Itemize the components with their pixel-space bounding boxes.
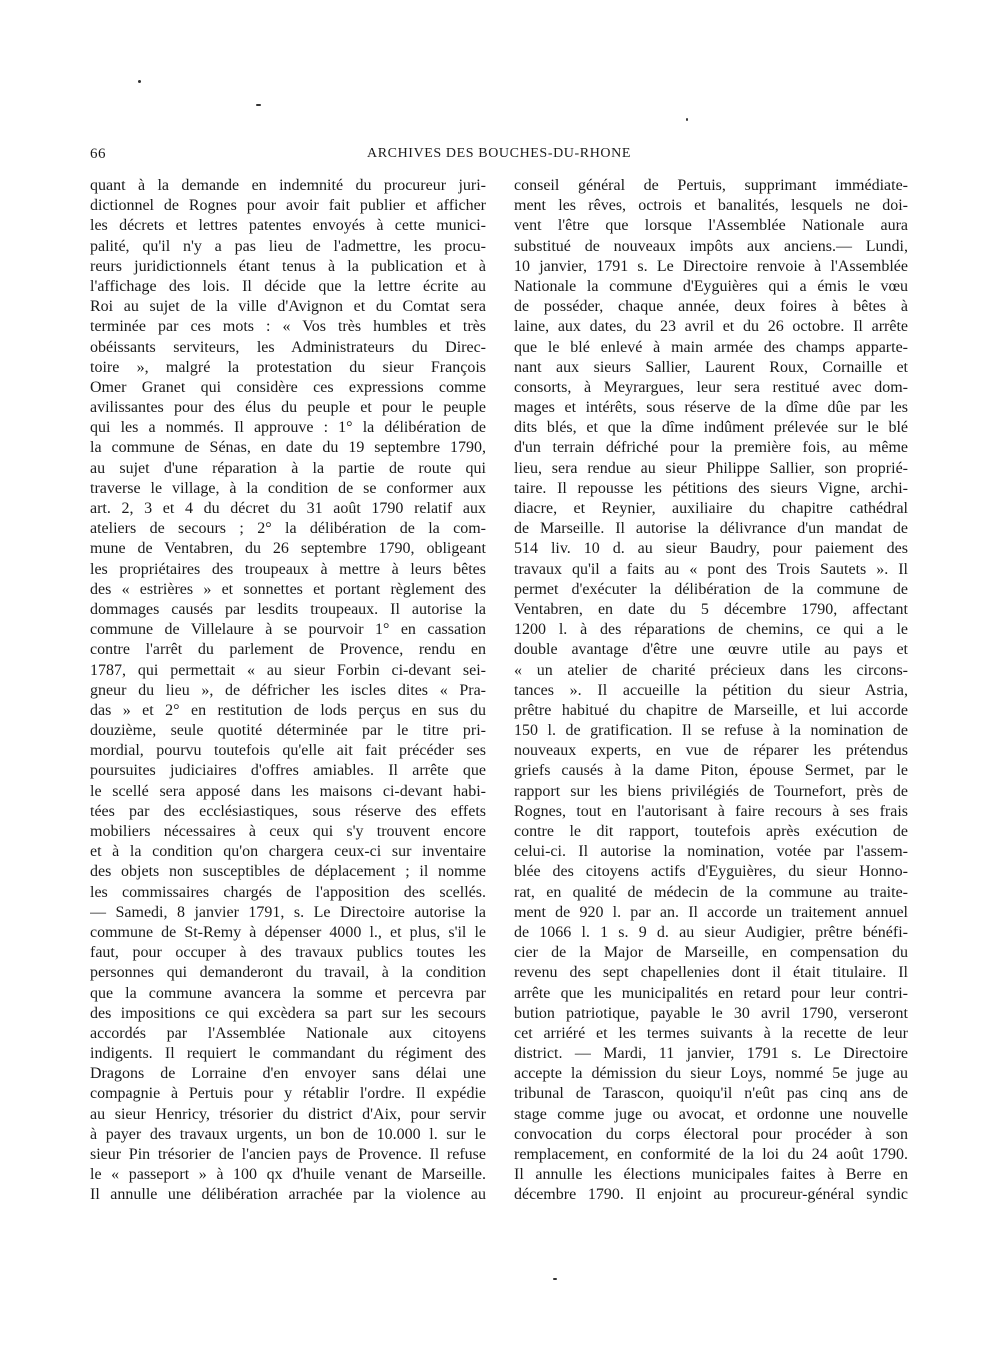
text-column-left	[90, 176, 486, 1212]
text-line: art. 2, 3 et 4 du décret du 31 août 1790 relatif aux	[90, 500, 486, 517]
text-line: blée des citoyens actifs d'Eyguières, du sieur Honno-	[514, 863, 908, 881]
text-line: das » et 2° en restitution de lods perçus en sus du	[90, 701, 486, 719]
text-line: obéissants serviteurs, les Administrateurs du Direc-	[90, 338, 486, 356]
page-header	[90, 146, 908, 170]
text-line: griefs causés à la dame Piton, épouse Sermet, par le	[514, 762, 908, 780]
text-line: des impositions ce qui excèdera sa part sur les secours	[90, 1004, 486, 1022]
text-line: gneur du lieu », de défricher les iscles dites « Pra-	[90, 681, 486, 699]
text-line: double avantage d'être une œuvre utile au pays et	[514, 641, 908, 659]
text-line: permet d'exécuter la délibération de la commune de	[514, 580, 908, 598]
scan-speck	[138, 80, 141, 83]
text-line: de Marseille. Il autorise la délivrance d'un mandat de	[514, 520, 908, 538]
text-line: de 1066 l. 1 s. 9 d. au sieur Audigier, prêtre bénéfi-	[514, 923, 908, 941]
text-line: ateliers de secours ; 2° la délibération de la com-	[90, 520, 486, 538]
text-line: taire. Il repousse les pétitions des sieurs Vigne, archi-	[514, 479, 908, 497]
text-line: revenu des sept chapellenies dont il était titulaire. Il	[514, 964, 908, 982]
scan-speck	[256, 104, 261, 106]
text-line: mobiliers nécessaires à ceux qui s'y trouvent encore	[90, 823, 486, 840]
text-line: reurs juridictionnels étant tenus à la publication et à	[90, 257, 486, 275]
text-line: Nationale la commune d'Eyguières qui a émis le vœu	[514, 277, 908, 295]
text-line: les commissaires chargés de l'apposition des scellés.	[90, 883, 486, 901]
text-line: indigents. Il requiert le commandant du régiment des	[90, 1045, 486, 1063]
text-column-right	[514, 176, 908, 1212]
text-line: 150 l. de gratification. Il se refuse à la nomination de	[514, 722, 908, 740]
text-line: décembre 1790. Il enjoint au procureur-général syndic	[514, 1186, 908, 1204]
text-line: Il annulle les élections municipales faites à Berre en	[514, 1166, 908, 1184]
text-line: douzième, seule quotité déterminée par le titre pri-	[90, 722, 486, 740]
text-line: des « estrières » et sonnettes et portant règlement des	[90, 580, 486, 598]
text-line: avilissantes pour des élus du peuple et pour le peuple	[90, 399, 486, 417]
text-line: des objets non susceptibles de déplacement ; il nomme	[90, 863, 486, 881]
text-line: contre le dit rapport, toutefois après exécution de	[514, 823, 908, 840]
text-line: tances ». Il accueille la pétition du sieur Astria,	[514, 681, 908, 699]
text-line: vent l'être que lorsque l'Assemblée Nationale aura	[514, 217, 908, 235]
text-line: personnes qui demanderont du travail, à la condition	[90, 964, 486, 982]
text-line: les propriétaires des troupeaux à mettre à leurs bêtes	[90, 560, 486, 578]
text-line: lieu, sera rendue au sieur Philippe Sallier, son proprié-	[514, 459, 908, 477]
text-line: remplacement, en conformité de la loi du 24 août 1790.	[514, 1146, 908, 1163]
text-line: accepte la démission du sieur Loys, nommé 5e juge au	[514, 1065, 908, 1083]
text-line: stage comme juge ou avocat, et ordonne une nouvelle	[514, 1105, 908, 1123]
text-line: poursuites judiciaires d'offres amiables. Il arrête que	[90, 762, 486, 780]
text-line: rat, en qualité de médecin de la commune au traite-	[514, 883, 908, 901]
text-line: mune de Ventabren, du 26 septembre 1790, obligeant	[90, 540, 486, 558]
text-line: district. — Mardi, 11 janvier, 1791 s. Le Directoire	[514, 1045, 908, 1063]
text-line: qui les a nommés. Il approuve : 1° la délibération de	[90, 419, 486, 437]
text-line: convocation du corps électoral pour procéder à son	[514, 1125, 908, 1143]
text-line: dommages causés par lesdits troupeaux. Il autorise la	[90, 600, 486, 618]
text-line: l'affichage des lois. Il décide que la lettre écrite au	[90, 277, 486, 295]
text-line: traverse le village, à la condition de se conformer aux	[90, 479, 486, 497]
text-line: au sieur Henricy, trésorier du district d'Aix, pour servir	[90, 1105, 486, 1123]
running-title: ARCHIVES DES BOUCHES-DU-RHONE	[367, 146, 631, 161]
text-line: d'un terrain défriché pour la première fois, au même	[514, 439, 908, 457]
page-number: 66	[90, 146, 106, 162]
text-line: compagnie à Pertuis pour y rétablir l'ordre. Il expédie	[90, 1085, 486, 1103]
text-line: « un atelier de charité précieux dans les circons-	[514, 661, 908, 679]
text-line: consorts, à Meyrargues, leur sera restitué avec dom-	[514, 378, 908, 396]
text-line: cier de la Major de Marseille, en compensation du	[514, 944, 908, 962]
text-line: ment les rêves, octrois et banalités, lesquels ne doi-	[514, 197, 908, 215]
text-line: prêtre habitué du chapitre de Marseille, et lui accorde	[514, 701, 908, 719]
text-line: 10 janvier, 1791 s. Le Directoire renvoie à l'Assemblée	[514, 257, 908, 275]
text-line: palité, qu'il n'y a pas lieu de l'admettre, les procu-	[90, 237, 486, 255]
text-line: ment de 920 l. par an. Il accorde un traitement annuel	[514, 903, 908, 921]
text-line: Roi au sujet de la ville d'Avignon et du Comtat sera	[90, 298, 486, 316]
text-line: Il annulle une délibération arrachée par la violence au	[90, 1186, 486, 1204]
text-line: terminée par ces mots : « Vos très humbles et très	[90, 318, 486, 336]
text-line: Dragons de Lorraine d'en envoyer sans délai une	[90, 1065, 486, 1083]
text-line: quant à la demande en indemnité du procureur juri-	[90, 177, 486, 194]
text-line: accordés par l'Assemblée Nationale aux citoyens	[90, 1024, 486, 1042]
text-line: travaux qu'il a faits au « pont des Trois Sautets ». Il	[514, 560, 908, 578]
text-line: au sujet d'une réparation à la partie de route qui	[90, 459, 486, 477]
text-line: le « passeport » à 100 qx d'huile venant de Marseille.	[90, 1166, 486, 1184]
text-line: et à la condition qu'on chargera ceux-ci sur inventaire	[90, 843, 486, 861]
text-line: laine, aux dates, du 23 avril et du 26 octobre. Il arrête	[514, 318, 908, 336]
text-line: rapport sur les biens privilégiés de Tournefort, près de	[514, 782, 908, 800]
text-line: dits blés, et que la dîme indûment prélevée sur le blé	[514, 419, 908, 437]
text-line: le scellé sera apposé dans les maisons ci-devant habi-	[90, 782, 486, 800]
text-line: tées par des ecclésiastiques, sous réserve des effets	[90, 802, 486, 820]
text-line: dictionnel de Rognes pour avoir fait publier et afficher	[90, 197, 486, 215]
text-line: à payer des travaux urgents, un bon de 10.000 l. sur le	[90, 1125, 486, 1143]
text-line: 514 liv. 10 d. au sieur Baudry, pour paiement des	[514, 540, 908, 558]
text-line: commune de St-Remy à dépenser 4000 l., et plus, s'il le	[90, 923, 486, 941]
text-line: mages et intérêts, sous réserve de la dîme dûe par les	[514, 399, 908, 417]
text-line: contre l'arrêt du parlement de Provence, rendu en	[90, 641, 486, 659]
text-line: diacre, et Reynier, auxiliaire du chapitre cathédral	[514, 500, 908, 517]
text-line: sieur Pin trésorier de l'ancien pays de Provence. Il refuse	[90, 1146, 486, 1163]
text-line: Omer Granet qui considère ces expressions comme	[90, 378, 486, 396]
text-line: tribunal de Tarascon, quoiqu'il n'eût pas cinq ans de	[514, 1085, 908, 1103]
text-line: cet arriéré et les termes suivants à la recette de leur	[514, 1024, 908, 1042]
text-line: la commune de Sénas, en date du 19 septembre 1790,	[90, 439, 486, 457]
scan-speck	[553, 1278, 557, 1280]
text-line: celui-ci. Il autorise la nomination, votée par l'assem-	[514, 843, 908, 861]
text-line: Rognes, tout en l'autorisant à faire recours à ses frais	[514, 802, 908, 820]
text-line: arrête que les municipalités en retard pour leur contri-	[514, 984, 908, 1002]
text-line: 1787, qui permettait « au sieur Forbin ci-devant sei-	[90, 661, 486, 679]
text-line: bution patriotique, payable le 30 avril 1790, verseront	[514, 1004, 908, 1022]
text-line: nouveaux experts, en vue de réparer les prétendus	[514, 742, 908, 760]
text-line: que la commune avancera la somme et percevra par	[90, 984, 486, 1002]
text-line: substitué de nouveaux impôts aux anciens.— Lundi,	[514, 237, 908, 255]
text-line: 1200 l. à des réparations de chemins, ce qui a le	[514, 621, 908, 639]
text-line: toire », malgré la protestation du sieur François	[90, 358, 486, 376]
text-line: conseil général de Pertuis, supprimant immédiate-	[514, 177, 908, 194]
text-line: les décrets et lettres patentes envoyés à cette munici-	[90, 217, 486, 235]
text-line: mordial, pourvu toutefois qu'elle ait fait précéder ses	[90, 742, 486, 760]
text-line: Ventabren, en date du 5 décembre 1790, affectant	[514, 600, 908, 618]
text-line: nant aux sieurs Sallier, Laurent Roux, Cornaille et	[514, 358, 908, 376]
text-line: faut, pour occuper à des travaux publics toutes les	[90, 944, 486, 962]
text-line: commune de Villelaure à se pourvoir 1° en cassation	[90, 621, 486, 639]
text-line: de posséder, chaque année, deux foires à bêtes à	[514, 298, 908, 316]
scan-speck	[686, 118, 688, 121]
text-line: que le blé enlevé à main armée des champs apparte-	[514, 338, 908, 356]
text-line: — Samedi, 8 janvier 1791, s. Le Directoire autorise la	[90, 903, 486, 921]
